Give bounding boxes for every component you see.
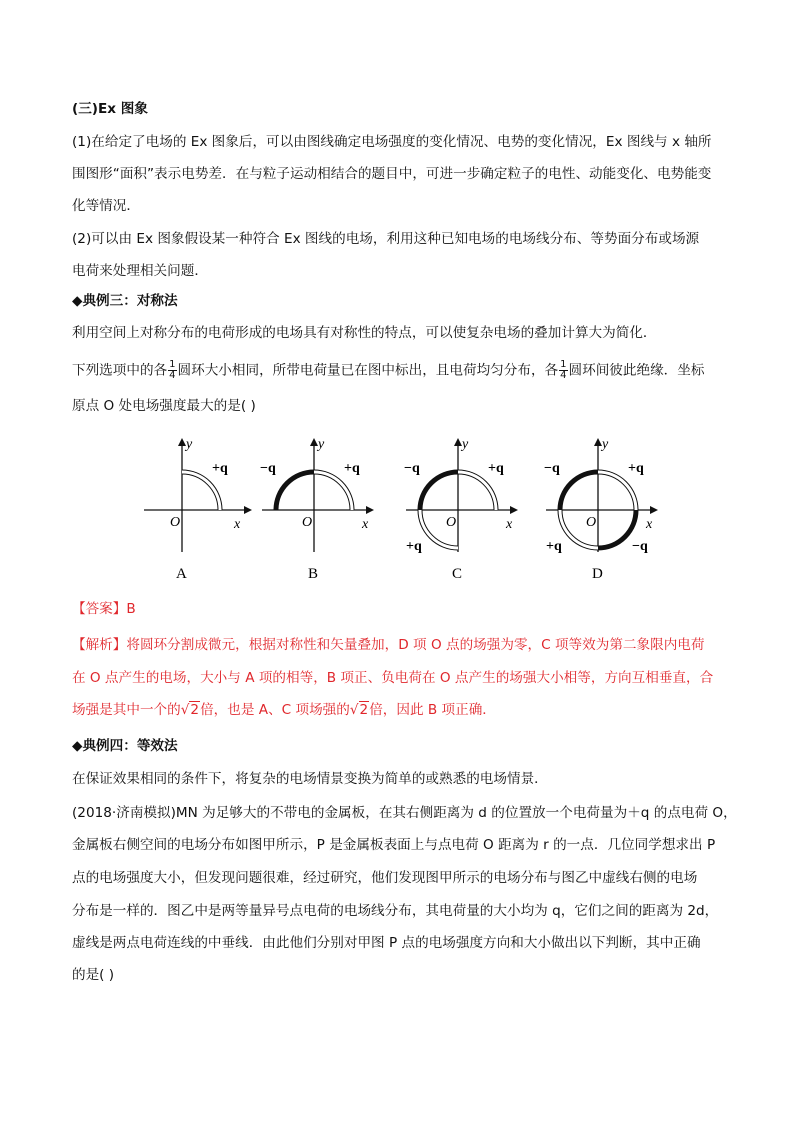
analysis-text: 将圆环分割成微元，根据对称性和矢量叠加，D 项 O 点的场强为零，C 项等效为第二象限内电荷 [126,637,705,653]
y-label: y [602,437,609,452]
x-arrow [366,506,374,514]
paragraph-line: (1)在给定了电场的 Ex 图象后，可以由图线确定电场强度的变化情况、电势的变化情况，Ex 图线与 x 轴所 [72,134,712,150]
sqrt-radicand: 2 [190,702,200,718]
figure-label: D [592,566,603,582]
charge-label: +q [406,539,422,554]
origin-label: O [170,515,181,530]
fraction [168,360,176,381]
y-label: y [318,437,325,452]
charge-label: −q [544,461,560,476]
paragraph-line: 利用空间上对称分布的电荷形成的电场具有对称性的特点，可以使复杂电场的叠加计算大为简化． [72,325,657,341]
paragraph-line: 点的电场强度大小，但发现问题很难，经过研究，他们发现图甲所示的电场分布与图乙中虚线右侧的电场 [72,870,698,886]
x-label: x [234,517,241,532]
charge-label: +q [628,461,644,476]
analysis-label: 【解析】 [72,637,127,653]
sqrt-expression [350,701,369,719]
figure-c [392,432,532,582]
y-arrow [454,438,462,446]
analysis-text: 倍，因此 B 项正确． [369,702,496,718]
paragraph-line: (2)可以由 Ex 图象假设某一种符合 Ex 图线的电场，利用这种已知电场的电场线分布、等势面分布或场源 [72,231,700,247]
question-text: 圆环大小相同，所带电荷量已在图中标出，且电荷均匀分布，各 [177,362,559,379]
analysis-text: 场强是其中一个的 [72,702,181,718]
y-label: y [186,437,193,452]
paragraph-line: 分布是一样的．图乙中是两等量异号点电荷的电场线分布，其电荷量的大小均为 q，它们之间的距离为 2d， [72,903,719,919]
fraction [559,360,567,381]
question-line [72,360,704,381]
x-label: x [362,517,369,532]
section-heading: (三)Ex 图象 [72,101,148,117]
x-label: x [506,517,513,532]
quarter-ring-inner [458,472,496,510]
figure-d [532,432,672,582]
paragraph-line: 的是( ) [72,967,115,983]
quarter-ring-negative [598,510,636,548]
quarter-ring-negative [560,472,598,510]
charge-label: +q [488,461,504,476]
quarter-ring-inner [598,472,636,510]
x-arrow [650,506,658,514]
sqrt-expression [181,701,200,719]
origin-label: O [446,515,457,530]
paragraph-line: (2018·济南模拟)MN 为足够大的不带电的金属板，在其右侧距离为 d 的位置放一个电荷量为＋q 的点电荷 O， [72,805,737,821]
analysis-text: 倍，也是 A、C 项场强的 [200,702,350,718]
quarter-ring-inner [314,472,352,510]
figure-a [140,432,260,582]
sqrt-radicand: 2 [359,702,369,718]
fraction-numerator: 1 [560,359,567,370]
example-heading: ◆典例三：对称法 [72,293,178,309]
answer-label: 【答案】 [72,601,127,617]
paragraph-line: 金属板右侧空间的电场分布如图甲所示，P 是金属板表面上与点电荷 O 距离为 r 的一点．几位同学想求出 P [72,837,716,853]
question-text: 圆环间彼此绝缘．坐标 [568,362,705,379]
x-arrow [510,506,518,514]
charge-label: +q [344,461,360,476]
paragraph-line: 化等情况． [72,198,140,214]
paragraph-line: 在保证效果相同的条件下，将复杂的电场情景变换为简单的或熟悉的电场情景． [72,771,548,787]
figure-label: A [176,566,187,582]
y-arrow [178,438,186,446]
answer-value: B [126,601,136,617]
fraction-numerator: 1 [169,359,176,370]
fraction-denominator: 4 [560,370,567,381]
question-text: 下列选项中的各 [72,362,168,379]
quarter-ring-negative [276,472,314,510]
example-heading: ◆典例四：等效法 [72,738,178,754]
origin-label: O [586,515,597,530]
charge-label: −q [632,539,648,554]
analysis-line: 在 O 点产生的电场，大小与 A 项的相等，B 项正、负电荷在 O 点产生的场强大小相等，方向互相垂直，合 [72,670,714,686]
figure-label: B [308,566,319,582]
paragraph-line: 围图形“面积”表示电势差．在与粒子运动相结合的题目中，可进一步确定粒子的电性、动能变化、电势能变 [72,166,712,182]
y-label: y [462,437,469,452]
answer-line [72,600,136,618]
paragraph-line: 虚线是两点电荷连线的中垂线．由此他们分别对甲图 P 点的电场强度方向和大小做出以下判断，其中正确 [72,935,701,951]
fraction-denominator: 4 [169,370,176,381]
analysis-line [72,636,704,654]
analysis-line [72,701,496,719]
sqrt-sign: √ [349,702,359,718]
charge-label: +q [212,461,228,476]
charge-label: +q [546,539,562,554]
quarter-ring-negative [420,472,458,510]
x-label: x [646,517,653,532]
sqrt-sign: √ [180,702,190,718]
figure-b [248,432,388,582]
charge-label: −q [260,461,276,476]
figure-label: C [452,566,463,582]
y-arrow [310,438,318,446]
ring-figures [72,432,672,592]
paragraph-line: 电荷来处理相关问题． [72,263,208,279]
charge-label: −q [404,461,420,476]
y-arrow [594,438,602,446]
origin-label: O [302,515,313,530]
quarter-ring-inner [182,472,220,510]
question-line: 原点 O 处电场强度最大的是( ) [72,398,256,414]
